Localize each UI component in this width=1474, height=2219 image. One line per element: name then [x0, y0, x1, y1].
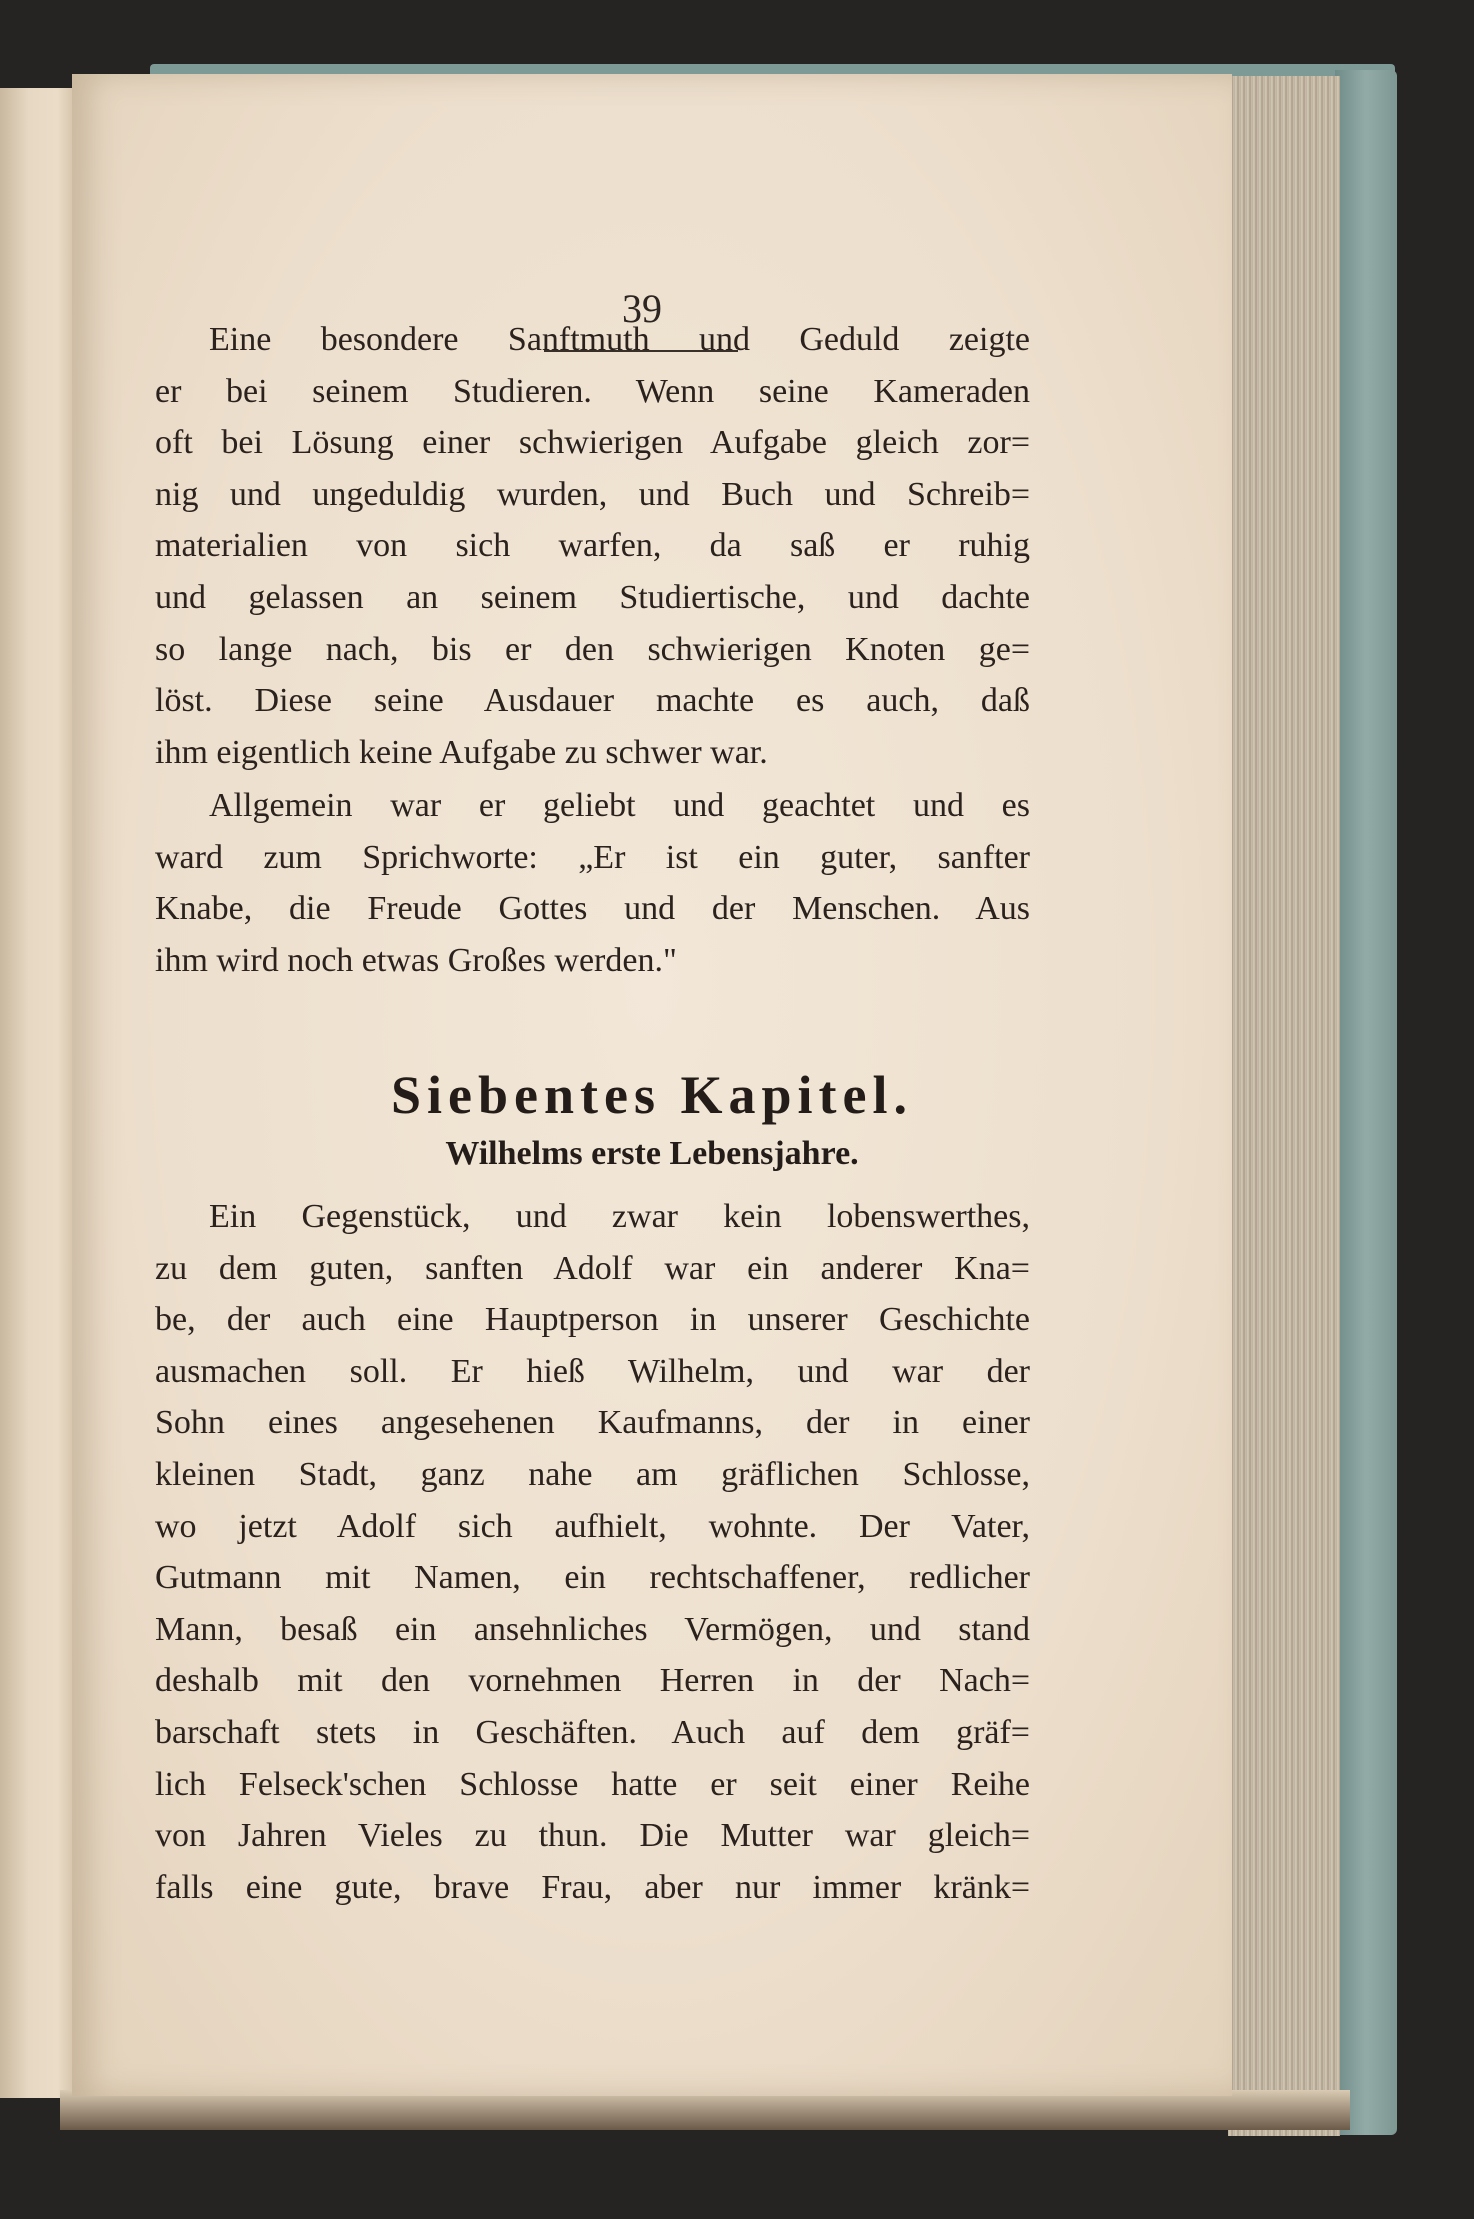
paragraph-2: [155, 780, 1030, 986]
text-line: zu dem guten, sanften Adolf war ein anderer Kna=: [155, 1249, 1030, 1287]
text-line: er bei seinem Studieren. Wenn seine Kameraden: [155, 372, 1030, 410]
text-line: Gutmann mit Namen, ein rechtschaffener, redlicher: [155, 1559, 1030, 1597]
text-line: ausmachen soll. Er hieß Wilhelm, und war der: [155, 1352, 1030, 1390]
text-line: Sohn eines angesehenen Kaufmanns, der in einer: [155, 1404, 1030, 1442]
text-line: Mann, besaß ein ansehnliches Vermögen, und stand: [155, 1610, 1030, 1648]
text-line: deshalb mit den vornehmen Herren in der Nach=: [155, 1662, 1030, 1700]
page-number: 39: [622, 286, 662, 331]
paragraph-3: [155, 1191, 1030, 1913]
text-line: so lange nach, bis er den schwierigen Knoten ge=: [155, 630, 1030, 668]
text-line: materialien von sich warfen, da saß er ruhig: [155, 527, 1030, 565]
left-page-edge: [0, 88, 72, 2098]
chapter-subheading: Wilhelms erste Lebensjahre.: [445, 1135, 859, 1172]
text-line: löst. Diese seine Ausdauer machte es auch, daß: [155, 682, 1030, 720]
text-line: Ein Gegenstück, und zwar kein lobenswerthes,: [209, 1198, 1030, 1235]
text-line: be, der auch eine Hauptperson in unserer Geschichte: [155, 1301, 1030, 1339]
text-line: falls eine gute, brave Frau, aber nur immer kränk=: [155, 1868, 1030, 1906]
book-bottom-edge: [60, 2090, 1350, 2130]
text-line: ward zum Sprichworte: „Er ist ein guter, sanfter: [155, 838, 1030, 876]
text-line: ihm wird noch etwas Großes werden.": [155, 941, 677, 979]
text-line: Knabe, die Freude Gottes und der Menschen. Aus: [155, 890, 1030, 928]
text-line: oft bei Lösung einer schwierigen Aufgabe gleich zor=: [155, 424, 1030, 462]
text-line: barschaft stets in Geschäften. Auch auf dem gräf=: [155, 1713, 1030, 1751]
page-edges: [1228, 76, 1340, 2136]
book-cover-right: [1335, 70, 1397, 2135]
chapter-heading: Siebentes Kapitel.: [391, 1065, 913, 1125]
text-line: ihm eigentlich keine Aufgabe zu schwer war.: [155, 733, 768, 771]
text-line: wo jetzt Adolf sich aufhielt, wohnte. Der Vater,: [155, 1507, 1030, 1545]
text-line: nig und ungeduldig wurden, und Buch und Schreib=: [155, 475, 1030, 513]
text-line: Eine besondere Sanftmuth und Geduld zeigte: [209, 321, 1030, 358]
text-line: Allgemein war er geliebt und geachtet und es: [209, 787, 1030, 824]
text-line: von Jahren Vieles zu thun. Die Mutter war gleich=: [155, 1817, 1030, 1855]
paragraph-1: [155, 314, 1030, 778]
text-line: und gelassen an seinem Studiertische, und dachte: [155, 578, 1030, 616]
text-line: kleinen Stadt, ganz nahe am gräflichen Schlosse,: [155, 1455, 1030, 1493]
text-line: lich Felseck'schen Schlosse hatte er seit einer Reihe: [155, 1765, 1030, 1803]
